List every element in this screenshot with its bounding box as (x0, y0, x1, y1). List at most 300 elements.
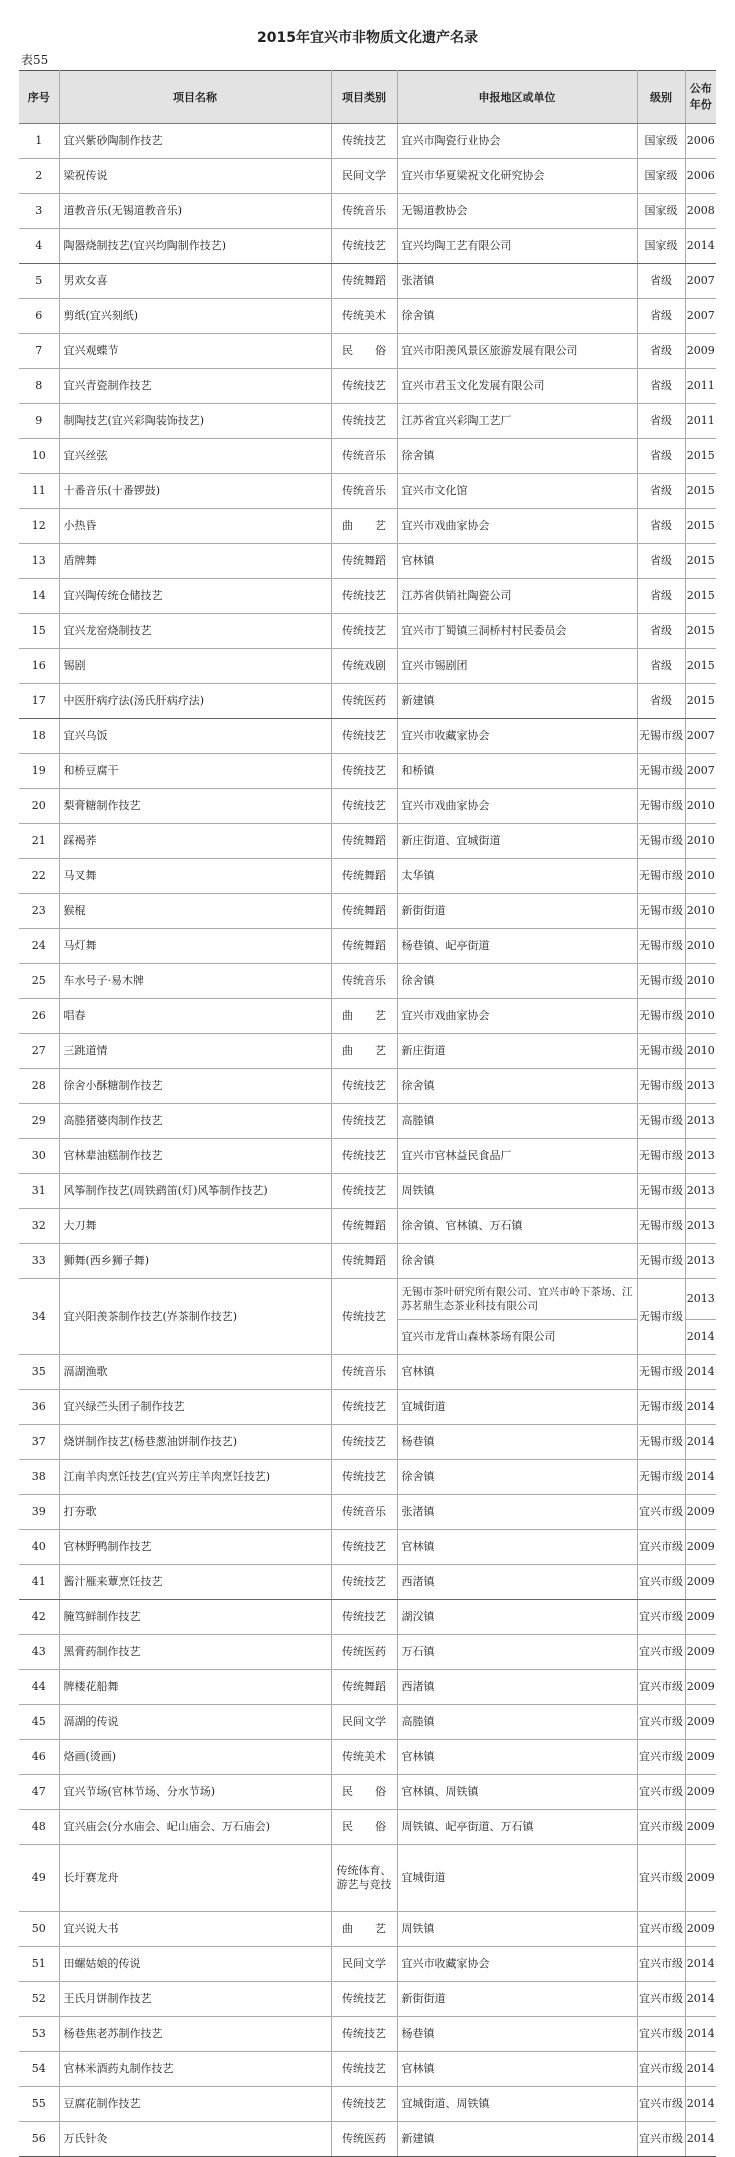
cell-year: 2010 (685, 894, 716, 929)
cell-level: 无锡市级 (637, 964, 685, 999)
cell-no: 45 (19, 1705, 59, 1740)
cell-no: 49 (19, 1845, 59, 1912)
table-row (19, 649, 716, 684)
cell-level: 无锡市级 (637, 789, 685, 824)
cell-no: 10 (19, 439, 59, 474)
cell-area: 徐舍镇 (397, 1244, 637, 1279)
cell-no: 1 (19, 124, 59, 159)
cell-level: 无锡市级 (637, 719, 685, 754)
cell-category: 传统技艺 (331, 1982, 397, 2017)
cell-name: 宜兴庙会(分水庙会、屺山庙会、万石庙会) (59, 1810, 331, 1845)
cell-no: 4 (19, 229, 59, 264)
cell-category: 传统戏剧 (331, 649, 397, 684)
header-year-line1: 公布 (689, 82, 712, 95)
cell-no: 24 (19, 929, 59, 964)
cell-name: 万氏针灸 (59, 2122, 331, 2157)
cell-category: 传统音乐 (331, 1355, 397, 1390)
table-body (19, 124, 716, 2157)
cell-year: 2013 (685, 1174, 716, 1209)
cell-category: 传统医药 (331, 684, 397, 719)
table-row (19, 859, 716, 894)
cell-name: 宜兴青瓷制作技艺 (59, 369, 331, 404)
cell-no: 17 (19, 684, 59, 719)
cell-level: 无锡市级 (637, 1460, 685, 1495)
cell-level: 无锡市级 (637, 1425, 685, 1460)
cell-year: 2010 (685, 929, 716, 964)
table-row (19, 614, 716, 649)
cell-level: 无锡市级 (637, 1279, 685, 1355)
cell-year: 2009 (685, 1635, 716, 1670)
table-row (19, 2052, 716, 2087)
cell-level: 无锡市级 (637, 1355, 685, 1390)
cell-area: 官林镇、周铁镇 (397, 1775, 637, 1810)
cell-no: 48 (19, 1810, 59, 1845)
cell-year: 2007 (685, 754, 716, 789)
cell-area: 周铁镇、屺亭街道、万石镇 (397, 1810, 637, 1845)
cell-category: 民 俗 (331, 1810, 397, 1845)
cell-year: 2015 (685, 649, 716, 684)
cell-no: 8 (19, 369, 59, 404)
cell-category: 传统音乐 (331, 439, 397, 474)
cell-category: 传统舞蹈 (331, 1670, 397, 1705)
cell-category: 传统技艺 (331, 614, 397, 649)
table-caption: 表55 (21, 53, 49, 67)
cell-year: 2009 (685, 1565, 716, 1600)
cell-year: 2014 (685, 2017, 716, 2052)
cell-no: 32 (19, 1209, 59, 1244)
cell-no: 33 (19, 1244, 59, 1279)
cell-no: 12 (19, 509, 59, 544)
header-category: 项目类别 (331, 71, 397, 124)
cell-level: 无锡市级 (637, 1390, 685, 1425)
cell-category: 曲 艺 (331, 1912, 397, 1947)
cell-name: 宜兴观蝶节 (59, 334, 331, 369)
cell-area: 徐舍镇 (397, 1460, 637, 1495)
cell-year: 2014 (685, 229, 716, 264)
cell-area: 西渚镇 (397, 1670, 637, 1705)
cell-no: 6 (19, 299, 59, 334)
cell-year: 2009 (685, 1600, 716, 1635)
cell-name: 宜兴绿苎头团子制作技艺 (59, 1390, 331, 1425)
cell-no: 13 (19, 544, 59, 579)
cell-level: 国家级 (637, 194, 685, 229)
cell-no: 18 (19, 719, 59, 754)
cell-area: 宜兴市陶瓷行业协会 (397, 124, 637, 159)
table-row (19, 369, 716, 404)
cell-year: 2015 (685, 614, 716, 649)
table-row (19, 474, 716, 509)
header-name: 项目名称 (59, 71, 331, 124)
table-row (19, 1174, 716, 1209)
cell-level: 无锡市级 (637, 1034, 685, 1069)
cell-category: 传统技艺 (331, 789, 397, 824)
cell-name: 高塍猪婆肉制作技艺 (59, 1104, 331, 1139)
cell-year: 2010 (685, 824, 716, 859)
cell-level: 宜兴市级 (637, 2052, 685, 2087)
cell-category: 曲 艺 (331, 509, 397, 544)
cell-name: 唱春 (59, 999, 331, 1034)
table-row (19, 299, 716, 334)
table-row (19, 1845, 716, 1912)
cell-year: 2009 (685, 334, 716, 369)
cell-area: 宜兴市阳羡风景区旅游发展有限公司 (397, 334, 637, 369)
table-row (19, 719, 716, 754)
cell-year: 2009 (685, 1845, 716, 1912)
header-year-line2: 年份 (689, 98, 712, 111)
cell-no: 53 (19, 2017, 59, 2052)
cell-no: 7 (19, 334, 59, 369)
table-row (19, 439, 716, 474)
cell-year: 2014 (685, 1460, 716, 1495)
table-row (19, 1104, 716, 1139)
cell-area: 周铁镇 (397, 1174, 637, 1209)
cell-area: 官林镇 (397, 1530, 637, 1565)
cell-level: 国家级 (637, 229, 685, 264)
cell-level: 省级 (637, 369, 685, 404)
table-row (19, 1495, 716, 1530)
cell-area: 宜兴市官林益民食品厂 (397, 1139, 637, 1174)
cell-category: 传统技艺 (331, 754, 397, 789)
table-row (19, 894, 716, 929)
cell-no: 26 (19, 999, 59, 1034)
cell-name: 徐舍小酥糖制作技艺 (59, 1069, 331, 1104)
cell-level: 宜兴市级 (637, 2122, 685, 2157)
table-row (19, 194, 716, 229)
cell-no: 21 (19, 824, 59, 859)
cell-area: 宜城街道 (397, 1390, 637, 1425)
cell-year: 2010 (685, 789, 716, 824)
table-header-row (19, 71, 716, 124)
cell-category: 传统舞蹈 (331, 859, 397, 894)
cell-no: 50 (19, 1912, 59, 1947)
table-row (19, 1355, 716, 1390)
cell-no: 52 (19, 1982, 59, 2017)
cell-category: 民 俗 (331, 1775, 397, 1810)
cell-year: 2009 (685, 1670, 716, 1705)
cell-year: 2013 (685, 1139, 716, 1174)
cell-level: 省级 (637, 334, 685, 369)
cell-category: 传统技艺 (331, 2052, 397, 2087)
cell-name: 中医肝病疗法(汤氏肝病疗法) (59, 684, 331, 719)
cell-no: 25 (19, 964, 59, 999)
cell-category: 曲 艺 (331, 999, 397, 1034)
table-row (19, 1530, 716, 1565)
table-row (19, 1600, 716, 1635)
cell-area: 无锡道教协会 (397, 194, 637, 229)
cell-level: 无锡市级 (637, 929, 685, 964)
table-row (19, 1425, 716, 1460)
header-area: 申报地区或单位 (397, 71, 637, 124)
cell-name: 道教音乐(无锡道教音乐) (59, 194, 331, 229)
cell-area: 宜城街道、周铁镇 (397, 2087, 637, 2122)
cell-name: 烙画(烫画) (59, 1740, 331, 1775)
cell-level: 宜兴市级 (637, 1565, 685, 1600)
cell-year: 2013 (685, 1279, 716, 1320)
cell-name: 烧饼制作技艺(杨巷葱油饼制作技艺) (59, 1425, 331, 1460)
cell-no: 51 (19, 1947, 59, 1982)
cell-area: 官林镇 (397, 544, 637, 579)
cell-area: 宜兴市君玉文化发展有限公司 (397, 369, 637, 404)
cell-level: 宜兴市级 (637, 1600, 685, 1635)
table-row (19, 264, 716, 299)
cell-no: 27 (19, 1034, 59, 1069)
cell-no: 9 (19, 404, 59, 439)
table-row (19, 509, 716, 544)
cell-name: 男欢女喜 (59, 264, 331, 299)
cell-level: 无锡市级 (637, 754, 685, 789)
cell-area: 杨巷镇 (397, 2017, 637, 2052)
cell-no: 28 (19, 1069, 59, 1104)
cell-area: 新街街道 (397, 1982, 637, 2017)
cell-no: 20 (19, 789, 59, 824)
table-row (19, 1810, 716, 1845)
cell-year: 2014 (685, 2087, 716, 2122)
cell-name: 梨膏糖制作技艺 (59, 789, 331, 824)
cell-name: 宜兴丝弦 (59, 439, 331, 474)
cell-no: 56 (19, 2122, 59, 2157)
cell-category: 传统技艺 (331, 404, 397, 439)
cell-no: 29 (19, 1104, 59, 1139)
cell-area: 官林镇 (397, 1355, 637, 1390)
cell-name: 车水号子·易木牌 (59, 964, 331, 999)
cell-no: 43 (19, 1635, 59, 1670)
cell-level: 无锡市级 (637, 894, 685, 929)
cell-area: 徐舍镇、官林镇、万石镇 (397, 1209, 637, 1244)
cell-category: 传统技艺 (331, 1530, 397, 1565)
cell-year: 2010 (685, 999, 716, 1034)
cell-level: 无锡市级 (637, 1104, 685, 1139)
cell-category: 传统体育、游艺与竞技 (331, 1845, 397, 1912)
table-row (19, 2122, 716, 2157)
cell-name: 陶器烧制技艺(宜兴均陶制作技艺) (59, 229, 331, 264)
cell-name: 锡剧 (59, 649, 331, 684)
cell-category: 传统技艺 (331, 1069, 397, 1104)
table-row (19, 334, 716, 369)
cell-category: 传统美术 (331, 299, 397, 334)
cell-area: 江苏省宜兴彩陶工艺厂 (397, 404, 637, 439)
cell-name: 滆湖的传说 (59, 1705, 331, 1740)
cell-category: 民间文学 (331, 1705, 397, 1740)
cell-year: 2015 (685, 439, 716, 474)
table-row (19, 1244, 716, 1279)
cell-no: 30 (19, 1139, 59, 1174)
table-row (19, 999, 716, 1034)
cell-level: 宜兴市级 (637, 1495, 685, 1530)
cell-name: 黑膏药制作技艺 (59, 1635, 331, 1670)
cell-year: 2015 (685, 579, 716, 614)
cell-year: 2007 (685, 264, 716, 299)
cell-name: 杨巷焦老苏制作技艺 (59, 2017, 331, 2052)
cell-category: 传统技艺 (331, 1425, 397, 1460)
cell-year: 2011 (685, 404, 716, 439)
table-row (19, 754, 716, 789)
cell-area: 徐舍镇 (397, 299, 637, 334)
cell-no: 2 (19, 159, 59, 194)
cell-category: 传统技艺 (331, 1279, 397, 1355)
cell-year: 2013 (685, 1209, 716, 1244)
cell-area: 杨巷镇、屺亭街道 (397, 929, 637, 964)
cell-year: 2009 (685, 1705, 716, 1740)
table-row (19, 789, 716, 824)
cell-area: 杨巷镇 (397, 1425, 637, 1460)
table-row (19, 159, 716, 194)
cell-year: 2006 (685, 159, 716, 194)
cell-category: 传统技艺 (331, 1460, 397, 1495)
cell-level: 省级 (637, 649, 685, 684)
cell-area: 太华镇 (397, 859, 637, 894)
cell-year: 2015 (685, 474, 716, 509)
cell-name: 江南羊肉烹饪技艺(宜兴芳庄羊肉烹饪技艺) (59, 1460, 331, 1495)
cell-name: 牌楼花船舞 (59, 1670, 331, 1705)
cell-name: 王氏月饼制作技艺 (59, 1982, 331, 2017)
cell-no: 39 (19, 1495, 59, 1530)
cell-no: 54 (19, 2052, 59, 2087)
cell-year: 2009 (685, 1775, 716, 1810)
cell-area: 江苏省供销社陶瓷公司 (397, 579, 637, 614)
cell-category: 民间文学 (331, 1947, 397, 1982)
cell-year: 2006 (685, 124, 716, 159)
cell-no: 44 (19, 1670, 59, 1705)
cell-name: 官林辈油糕制作技艺 (59, 1139, 331, 1174)
cell-area: 新庄街道 (397, 1034, 637, 1069)
cell-name: 风筝制作技艺(周铁鹞笛(灯)风筝制作技艺) (59, 1174, 331, 1209)
cell-area: 新建镇 (397, 2122, 637, 2157)
table-row (19, 1635, 716, 1670)
cell-category: 传统技艺 (331, 719, 397, 754)
cell-year: 2014 (685, 1982, 716, 2017)
cell-level: 省级 (637, 474, 685, 509)
cell-no: 36 (19, 1390, 59, 1425)
cell-level: 宜兴市级 (637, 1912, 685, 1947)
cell-year: 2014 (685, 2052, 716, 2087)
header-level: 级别 (637, 71, 685, 124)
table-row (19, 929, 716, 964)
cell-area: 无锡市茶叶研究所有限公司、宜兴市岭下茶场、江苏茗鼎生态茶业科技有限公司 (397, 1279, 637, 1320)
cell-no: 31 (19, 1174, 59, 1209)
cell-level: 省级 (637, 439, 685, 474)
cell-name: 制陶技艺(宜兴彩陶装饰技艺) (59, 404, 331, 439)
cell-no: 47 (19, 1775, 59, 1810)
table-row (19, 1069, 716, 1104)
cell-category: 传统技艺 (331, 229, 397, 264)
cell-name: 马叉舞 (59, 859, 331, 894)
table-row (19, 124, 716, 159)
cell-name: 豆腐花制作技艺 (59, 2087, 331, 2122)
cell-no: 38 (19, 1460, 59, 1495)
cell-year: 2010 (685, 1034, 716, 1069)
table-row (19, 1390, 716, 1425)
cell-level: 宜兴市级 (637, 1810, 685, 1845)
cell-category: 传统舞蹈 (331, 894, 397, 929)
cell-category: 传统音乐 (331, 474, 397, 509)
cell-category: 传统舞蹈 (331, 264, 397, 299)
cell-level: 宜兴市级 (637, 1845, 685, 1912)
cell-area: 徐舍镇 (397, 1069, 637, 1104)
cell-name: 宜兴阳羡茶制作技艺(岕茶制作技艺) (59, 1279, 331, 1355)
cell-area: 宜兴市文化馆 (397, 474, 637, 509)
cell-area: 万石镇 (397, 1635, 637, 1670)
cell-no: 37 (19, 1425, 59, 1460)
cell-level: 宜兴市级 (637, 1947, 685, 1982)
cell-area: 高塍镇 (397, 1705, 637, 1740)
cell-level: 宜兴市级 (637, 1530, 685, 1565)
cell-no: 16 (19, 649, 59, 684)
cell-year: 2014 (685, 1355, 716, 1390)
cell-name: 宜兴说大书 (59, 1912, 331, 1947)
cell-category: 传统舞蹈 (331, 1209, 397, 1244)
cell-category: 传统技艺 (331, 1104, 397, 1139)
table-row (19, 1279, 716, 1320)
cell-level: 省级 (637, 544, 685, 579)
cell-category: 传统舞蹈 (331, 824, 397, 859)
cell-no: 22 (19, 859, 59, 894)
cell-year: 2014 (685, 1320, 716, 1355)
cell-category: 传统舞蹈 (331, 929, 397, 964)
cell-name: 和桥豆腐干 (59, 754, 331, 789)
cell-name: 盾牌舞 (59, 544, 331, 579)
cell-area: 张渚镇 (397, 264, 637, 299)
cell-area: 周铁镇 (397, 1912, 637, 1947)
cell-year: 2015 (685, 544, 716, 579)
cell-level: 国家级 (637, 124, 685, 159)
cell-area: 新庄街道、宜城街道 (397, 824, 637, 859)
cell-area: 湖㳇镇 (397, 1600, 637, 1635)
cell-year: 2009 (685, 1530, 716, 1565)
cell-level: 省级 (637, 404, 685, 439)
cell-level: 宜兴市级 (637, 1670, 685, 1705)
cell-category: 传统音乐 (331, 1495, 397, 1530)
cell-no: 34 (19, 1279, 59, 1355)
table-row (19, 544, 716, 579)
cell-area: 宜兴市龙背山森林茶场有限公司 (397, 1320, 637, 1355)
cell-no: 46 (19, 1740, 59, 1775)
table-row (19, 1982, 716, 2017)
cell-level: 宜兴市级 (637, 1705, 685, 1740)
table-row (19, 404, 716, 439)
table-row (19, 1460, 716, 1495)
cell-year: 2009 (685, 1740, 716, 1775)
cell-category: 传统技艺 (331, 1600, 397, 1635)
table-row (19, 1775, 716, 1810)
cell-category: 传统医药 (331, 2122, 397, 2157)
cell-no: 35 (19, 1355, 59, 1390)
cell-name: 狮舞(西乡狮子舞) (59, 1244, 331, 1279)
cell-category: 传统技艺 (331, 2087, 397, 2122)
cell-year: 2010 (685, 964, 716, 999)
table-row (19, 1034, 716, 1069)
cell-name: 马灯舞 (59, 929, 331, 964)
cell-no: 11 (19, 474, 59, 509)
cell-area: 宜兴市锡剧团 (397, 649, 637, 684)
cell-area: 宜兴市戏曲家协会 (397, 999, 637, 1034)
cell-area: 宜兴市戏曲家协会 (397, 509, 637, 544)
cell-year: 2014 (685, 1947, 716, 1982)
cell-name: 酱汁雁来蕈烹饪技艺 (59, 1565, 331, 1600)
cell-year: 2011 (685, 369, 716, 404)
cell-category: 传统技艺 (331, 369, 397, 404)
table-row (19, 579, 716, 614)
table-row (19, 1565, 716, 1600)
cell-year: 2015 (685, 684, 716, 719)
cell-name: 宜兴乌饭 (59, 719, 331, 754)
cell-name: 打夯歌 (59, 1495, 331, 1530)
table-row (19, 229, 716, 264)
cell-no: 15 (19, 614, 59, 649)
cell-no: 41 (19, 1565, 59, 1600)
cell-area: 宜兴市收藏家协会 (397, 1947, 637, 1982)
cell-year: 2015 (685, 509, 716, 544)
cell-category: 传统舞蹈 (331, 1244, 397, 1279)
